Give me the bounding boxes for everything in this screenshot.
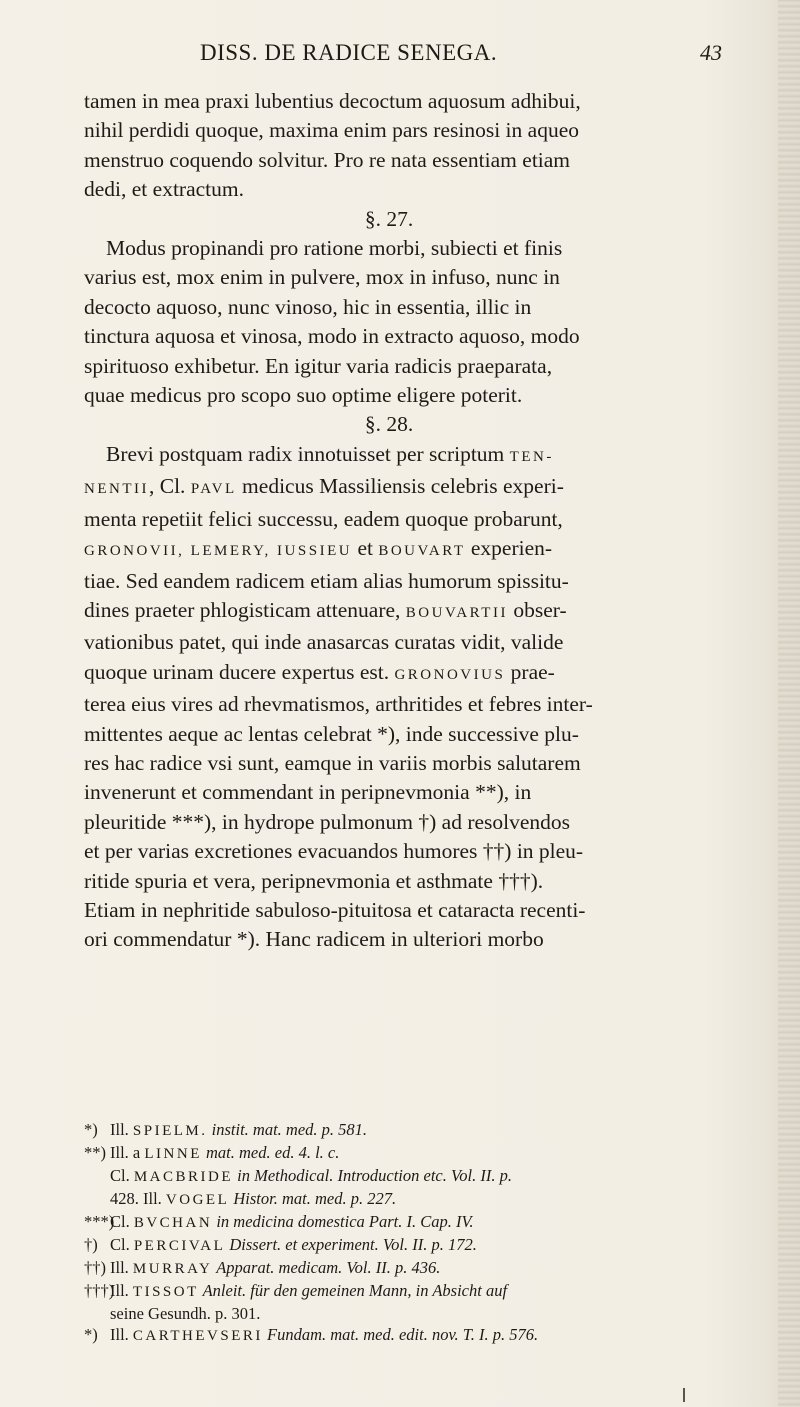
footnote-mark: †††) <box>84 1281 115 1300</box>
footnote-citation: Apparat. medicam. Vol. II. p. 436. <box>212 1258 441 1277</box>
footnote <box>84 1211 774 1234</box>
footnote <box>84 1324 774 1347</box>
text-line <box>84 567 774 596</box>
footnote-text: Ill. <box>110 1325 133 1344</box>
footnote-text: Ill. <box>110 1281 133 1300</box>
text-line: varius est, mox enim in pulvere, mox in infuso, nunc in <box>84 265 560 290</box>
text-line: nihil perdidi quoque, maxima enim pars resinosi in aqueo <box>84 118 579 143</box>
footnote <box>84 1142 774 1165</box>
text-run: Etiam in nephritide sabuloso-pituitosa et cataracta recenti- <box>84 897 586 922</box>
text-line <box>84 472 774 504</box>
footnote-citation: Dissert. et experiment. Vol. II. p. 172. <box>225 1235 477 1254</box>
text-line <box>84 628 774 657</box>
text-run: pleuritide ***), in hydrope pulmonum †) ad resolvendos <box>84 809 571 834</box>
footnote-citation: Fundam. mat. med. edit. nov. T. I. p. 576. <box>262 1325 539 1344</box>
author-name: TEN- <box>509 448 554 465</box>
text-run: terea eius vires ad rhevmatismos, arthritides et febres inter- <box>84 692 593 717</box>
text-line <box>84 778 774 807</box>
footnote <box>84 1280 774 1303</box>
author-name: LINNE <box>144 1146 202 1162</box>
text-run: mittentes aeque ac lentas celebrat *), inde successive plu- <box>84 721 579 746</box>
text-line: Modus propinandi pro ratione morbi, subiecti et finis <box>106 236 563 261</box>
body-text <box>84 87 774 955</box>
text-line <box>84 837 774 866</box>
footnote <box>84 1234 774 1257</box>
text-run: ritide spuria et vera, peripnevmonia et asthmate †††). <box>84 868 544 893</box>
footnote-mark: **) <box>84 1143 106 1162</box>
footnote-mark: *) <box>84 1325 98 1344</box>
text-run: invenerunt et commendant in peripnevmonia **), in <box>84 780 532 805</box>
text-run: Brevi postquam radix innotuisset per scriptum <box>106 441 510 466</box>
text-run: et per varias excretiones evacuandos humores ††) in pleu- <box>84 839 584 864</box>
footnote <box>84 1165 774 1188</box>
author-name: CARTHEVSERI <box>132 1328 263 1344</box>
text-run: medicus Massiliensis celebris experi- <box>236 474 564 499</box>
footnote-citation: mat. med. ed. 4. l. c. <box>201 1143 340 1162</box>
text-run: prae- <box>505 659 555 684</box>
footnote-mark: *) <box>84 1120 98 1139</box>
footnote-citation: Histor. mat. med. p. 227. <box>229 1189 397 1208</box>
author-name: BOUVARTII <box>405 604 508 621</box>
author-name: MURRAY <box>132 1261 213 1277</box>
footnote <box>84 1257 774 1280</box>
footnote <box>84 1188 774 1211</box>
text-run: res hac radice vsi sunt, eamque in variis morbis salutarem <box>84 750 581 775</box>
author-name: SPIELM. <box>132 1123 208 1139</box>
footnote-text: seine Gesundh. p. 301. <box>110 1304 261 1323</box>
footnote-mark: ††) <box>84 1258 106 1277</box>
author-name: VOGEL <box>165 1192 230 1208</box>
footnote-text: 428. Ill. <box>110 1189 166 1208</box>
author-name: TISSOT <box>132 1284 199 1300</box>
footnote-text: Cl. <box>110 1166 134 1185</box>
text-line <box>84 925 774 954</box>
author-name: PAVL <box>190 481 237 498</box>
text-line <box>84 720 774 749</box>
author-name: GRONOVIUS <box>394 666 506 683</box>
text-line: spirituoso exhibetur. En igitur varia radicis praeparata, <box>84 353 553 378</box>
footnote-citation: in medicina domestica Part. I. Cap. IV. <box>212 1212 474 1231</box>
footnote <box>84 1303 774 1324</box>
footnote-text: Ill. a <box>110 1143 145 1162</box>
text-run: tiae. Sed eandem radicem etiam alias humorum spissitu- <box>84 568 569 593</box>
text-line: decocto aquoso, nunc vinoso, hic in essentia, illic in <box>84 294 532 319</box>
text-line <box>84 896 774 925</box>
text-run: experien- <box>465 536 553 561</box>
text-line: tamen in mea praxi lubentius decoctum aquosum adhibui, <box>84 89 581 113</box>
footnotes <box>84 1119 774 1347</box>
footnote-citation: instit. mat. med. p. 581. <box>207 1120 368 1139</box>
text-run: obser- <box>507 597 567 622</box>
text-line <box>84 658 774 690</box>
footnote <box>84 1119 774 1142</box>
footnote-text: Cl. <box>110 1235 134 1254</box>
running-title: DISS. DE RADICE SENEGA. <box>200 40 498 65</box>
text-run: dines praeter phlogisticam attenuare, <box>84 597 406 622</box>
author-name: BVCHAN <box>133 1215 213 1231</box>
author-name: MACBRIDE <box>133 1169 234 1185</box>
text-line <box>84 505 774 534</box>
author-name: NENTII <box>84 481 149 498</box>
text-run: menta repetiit felici successu, eadem quoque probarunt, <box>84 506 563 531</box>
page-gutter <box>778 0 800 1407</box>
footnote-citation: in Methodical. Introduction etc. Vol. II. p. <box>233 1166 512 1185</box>
text-run: vationibus patet, qui inde anasarcas curatas vidit, valide <box>84 630 564 655</box>
text-line: dedi, et extractum. <box>84 177 244 202</box>
text-line <box>84 867 774 896</box>
text-line: tinctura aquosa et vinosa, modo in extracto aquoso, modo <box>84 324 580 349</box>
text-run: et <box>352 536 379 561</box>
text-line <box>84 596 774 628</box>
section-heading-27: §. 27. <box>364 206 414 231</box>
section-heading-28: §. 28. <box>364 412 414 437</box>
text-line <box>84 534 774 566</box>
text-line <box>84 808 774 837</box>
text-line <box>84 690 774 719</box>
footnote-mark: †) <box>84 1235 98 1254</box>
margin-mark <box>683 1388 685 1402</box>
text-line: menstruo coquendo solvitur. Pro re nata essentiam etiam <box>84 147 571 172</box>
text-run: , Cl. <box>148 474 191 499</box>
footnote-citation: Anleit. für den gemeinen Mann, in Absicht auf <box>198 1281 508 1300</box>
footnote-text: Ill. <box>110 1120 133 1139</box>
page-number: 43 <box>700 40 722 65</box>
text-line: quae medicus pro scopo suo optime eligere poterit. <box>84 383 523 408</box>
footnote-mark: ***) <box>84 1212 115 1231</box>
page-header <box>0 40 800 80</box>
text-run: ori commendatur *). Hanc radicem in ulteriori morbo <box>84 927 544 952</box>
footnote-text: Ill. <box>110 1258 133 1277</box>
text-run: quoque urinam ducere expertus est. <box>84 659 395 684</box>
paragraph-28 <box>84 440 774 955</box>
footnote-text: Cl. <box>110 1212 134 1231</box>
author-name: PERCIVAL <box>133 1238 226 1254</box>
author-name: BOUVART <box>378 543 466 560</box>
author-name: GRONOVII, LEMERY, IUSSIEU <box>84 543 353 560</box>
text-line <box>84 440 774 472</box>
text-line <box>84 749 774 778</box>
